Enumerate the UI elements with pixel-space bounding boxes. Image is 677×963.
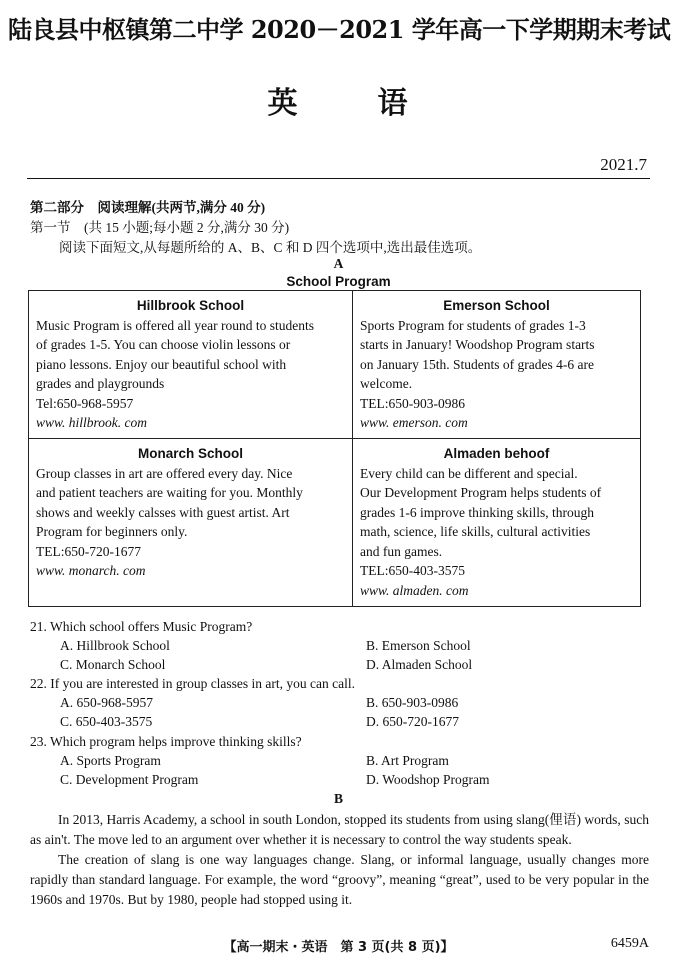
desc-line: welcome. xyxy=(360,376,413,391)
exam-code: 6459A xyxy=(610,936,649,951)
school-name: Hillbrook School xyxy=(136,298,245,313)
school-cell-emerson xyxy=(353,291,641,439)
desc-line: shows and weekly calsses with guest artist. Art xyxy=(36,504,290,520)
desc-line: math, science, life skills, cultural activities xyxy=(360,524,591,540)
school-name: Almaden behoof xyxy=(443,446,550,462)
school-program-table xyxy=(28,290,641,607)
desc-line: of grades 1-5. You can choose violin lessons or xyxy=(36,337,291,352)
school-name: Emerson School xyxy=(443,298,550,313)
question-option: A. 650-968-5957 xyxy=(60,695,153,710)
question-option: C. Monarch School xyxy=(60,657,166,672)
school-description xyxy=(36,464,345,542)
school-website: www. emerson. com xyxy=(360,415,468,430)
school-website: www. monarch. com xyxy=(36,563,146,579)
page-footer: 【高一期末・英语 第 3 页(共 8 页)】 xyxy=(223,940,454,955)
exam-date: 2021.7 xyxy=(600,155,647,174)
question-option: D. 650-720-1677 xyxy=(366,714,459,729)
question-option: B. Art Program xyxy=(366,753,449,768)
question-stem: 22. If you are interested in group classes in art, you can call. xyxy=(30,676,356,691)
desc-line: and fun games. xyxy=(360,543,443,559)
header-divider xyxy=(27,178,650,179)
school-cell-monarch xyxy=(29,439,353,607)
question-option: D. Woodshop Program xyxy=(366,772,490,787)
passage-a-title: School Program xyxy=(286,274,391,289)
school-description xyxy=(36,316,345,394)
desc-line: and patient teachers are waiting for you. Monthly xyxy=(36,485,303,501)
desc-line: on January 15th. Students of grades 4-6 are xyxy=(360,356,594,372)
subject-char-1: 英 xyxy=(267,86,300,121)
question-option: C. Development Program xyxy=(60,772,199,787)
passage-b-text xyxy=(30,810,649,910)
question-option: A. Sports Program xyxy=(60,753,161,768)
subject-char-2: 语 xyxy=(377,86,410,121)
school-description xyxy=(360,316,633,394)
passage-a-letter: A xyxy=(333,256,344,271)
school-website: www. hillbrook. com xyxy=(36,415,147,430)
school-phone: TEL:650-720-1677 xyxy=(36,543,141,559)
question-option: B. 650-903-0986 xyxy=(366,695,459,710)
school-phone: Tel:650-968-5957 xyxy=(36,395,134,411)
question-option: A. Hillbrook School xyxy=(60,638,170,653)
school-cell-almaden xyxy=(353,439,641,607)
paragraph: The creation of slang is one way languages change. Slang, or informal language, usually changes more rapidly than standard language. For example, the word “groovy”, meaning “great”, used to be very popular in the 1960s and 1970s. But by 1980, people had stopped using it. xyxy=(30,852,649,907)
desc-line: Group classes in art are offered every day. Nice xyxy=(36,465,293,481)
desc-line: Sports Program for students of grades 1-3 xyxy=(360,317,586,333)
exam-title: 陆良县中枢镇第二中学 2020－2021 学年高一下学期期末考试 xyxy=(8,15,671,44)
desc-line: Music Program is offered all year round to students xyxy=(36,317,314,333)
subject-title xyxy=(0,78,677,122)
question-option: C. 650-403-3575 xyxy=(60,714,153,729)
desc-line: Program for beginners only. xyxy=(36,524,188,540)
desc-line: starts in January! Woodshop Program starts xyxy=(360,337,595,352)
question-stem: 21. Which school offers Music Program? xyxy=(30,619,253,634)
section1-heading: 第一节 (共 15 小题;每小题 2 分,满分 30 分) xyxy=(30,220,290,235)
desc-line: Every child can be different and special. xyxy=(360,465,578,481)
school-phone: TEL:650-403-3575 xyxy=(360,563,466,579)
part2-heading: 第二部分 阅读理解(共两节,满分 40 分) xyxy=(30,200,266,215)
desc-line: grades 1-6 improve thinking skills, through xyxy=(360,504,595,520)
school-phone: TEL:650-903-0986 xyxy=(360,395,466,411)
passage-b-letter: B xyxy=(333,791,343,806)
school-name: Monarch School xyxy=(138,446,244,462)
instruction: 阅读下面短文,从每题所给的 A、B、C 和 D 四个选项中,选出最佳选项。 xyxy=(59,240,482,255)
school-website: www. almaden. com xyxy=(360,582,469,598)
question-option: D. Almaden School xyxy=(366,657,473,672)
school-description xyxy=(360,464,633,562)
paragraph: In 2013, Harris Academy, a school in south London, stopped its students from using slang(俚语) words, such as ain't. The move led to an argument over whether it is necessary to control the way students speak. xyxy=(30,812,649,847)
question-option: B. Emerson School xyxy=(366,638,471,653)
school-cell-hillbrook xyxy=(29,291,353,439)
desc-line: grades and playgrounds xyxy=(36,376,165,391)
desc-line: Our Development Program helps students of xyxy=(360,485,602,501)
desc-line: piano lessons. Enjoy our beautiful school with xyxy=(36,356,287,372)
question-stem: 23. Which program helps improve thinking skills? xyxy=(30,734,302,749)
